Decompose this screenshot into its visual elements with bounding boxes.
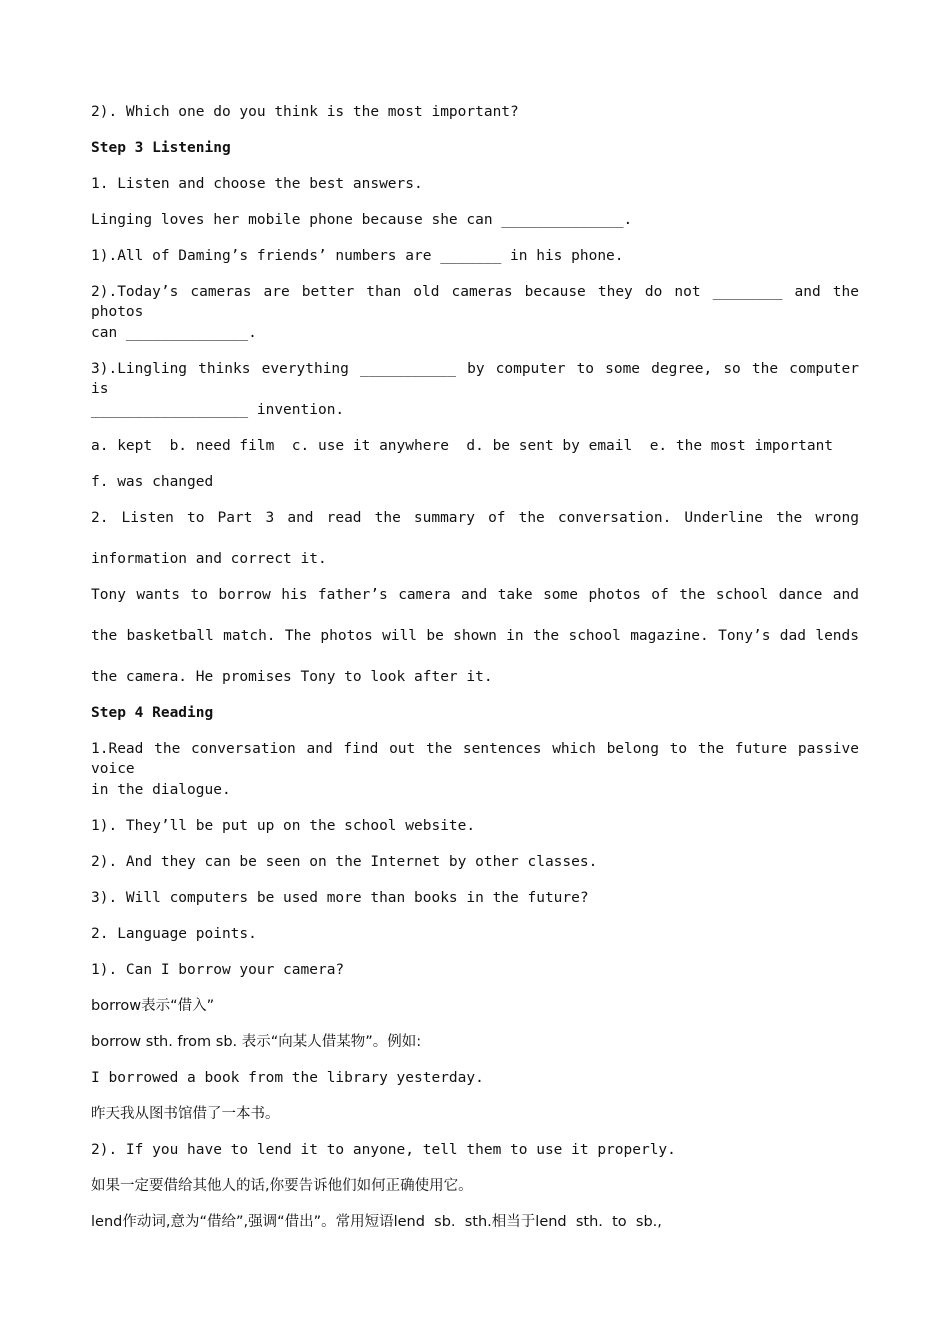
task-instruction: information and correct it. [91,551,327,567]
language-note: lend作动词,意为“借给”,强调“借出”。常用短语lend sb. sth.相当于lend sth. to sb., [91,1214,662,1230]
example-sentence: 1). Can I borrow your camera? [91,962,345,978]
translation-line: 如果一定要借给其他人的话,你要告诉他们如何正确使用它。 [91,1178,473,1194]
summary-paragraph: Tony wants to borrow his father’s camera and take some photos of the school dance and [91,587,859,603]
question-line: 2). Which one do you think is the most important? [91,104,519,120]
exercise-line: 2).Today’s cameras are better than old cameras because they do not ________ and the photos [91,284,859,320]
task-instruction: in the dialogue. [91,782,231,798]
section-heading-reading: Step 4 Reading [91,705,214,721]
exercise-line: 1).All of Daming’s friends’ numbers are _______ in his phone. [91,248,624,264]
translation-line: 昨天我从图书馆借了一本书。 [91,1106,280,1122]
example-sentence: 1). They’ll be put up on the school website. [91,818,476,834]
task-instruction: 1.Read the conversation and find out the sentences which belong to the future passive voice [91,741,859,777]
summary-paragraph: the camera. He promises Tony to look after it. [91,669,493,685]
subsection-heading: 2. Language points. [91,926,257,942]
example-sentence: 3). Will computers be used more than books in the future? [91,890,589,906]
example-sentence: 2). If you have to lend it to anyone, tell them to use it properly. [91,1142,676,1158]
answer-options: a. kept b. need film c. use it anywhere d. be sent by email e. the most important [91,438,834,454]
example-sentence: I borrowed a book from the library yesterday. [91,1070,484,1086]
summary-paragraph: the basketball match. The photos will be shown in the school magazine. Tony’s dad lends [91,628,859,644]
exercise-line: can ______________. [91,325,257,341]
example-sentence: 2). And they can be seen on the Internet by other classes. [91,854,598,870]
exercise-line: __________________ invention. [91,402,345,418]
task-instruction: 1. Listen and choose the best answers. [91,176,423,192]
language-note: borrow sth. from sb. 表示“向某人借某物”。例如: [91,1034,422,1050]
task-instruction: 2. Listen to Part 3 and read the summary of the conversation. Underline the wrong [91,510,859,526]
exercise-line: Linging loves her mobile phone because she can ______________. [91,212,633,228]
section-heading-listening: Step 3 Listening [91,140,231,156]
answer-options: f. was changed [91,474,214,490]
exercise-line: 3).Lingling thinks everything ___________ by computer to some degree, so the computer is [91,361,859,397]
language-note: borrow表示“借入” [91,998,215,1014]
